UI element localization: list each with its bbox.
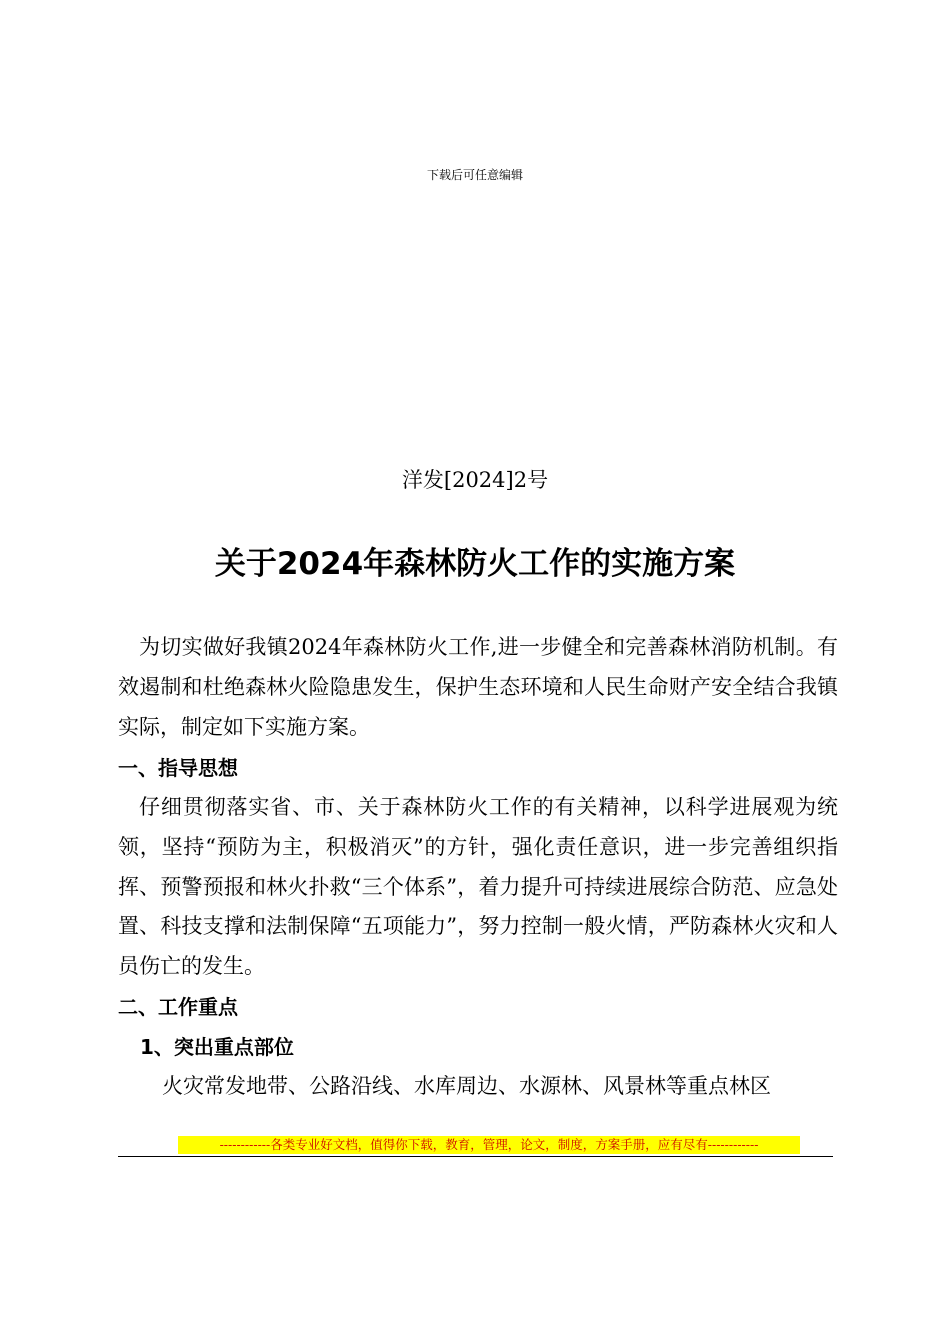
subsection-heading-key-areas: 1、突出重点部位 — [140, 1035, 294, 1059]
intro-section — [118, 628, 838, 747]
document-number: 洋发[2024]2号 — [401, 468, 549, 492]
document-title: 关于2024年森林防火工作的实施方案 — [214, 546, 736, 582]
intro-paragraph: 为切实做好我镇2024年森林防火工作,进一步健全和完善森林消防机制。有效遏制和杜绝森林火险隐患发生，保护生态环境和人民生命财产安全结合我镇实际，制定如下实施方案。 — [118, 635, 838, 739]
section-paragraph: 仔细贯彻落实省、市、关于森林防火工作的有关精神，以科学进展观为统领，坚持“预防为主，积极消灭”的方针，强化责任意识，进一步完善组织指挥、预警预报和林火扑救“三个体系”，着力提升可持续进展综合防范、应急处置、科技支撑和法制保障“五项能力”，努力控制一般火情，严防森林火灾和人员伤亡的发生。 — [118, 795, 838, 979]
section-guiding-ideology — [118, 788, 838, 987]
section-heading-work-focus: 二、工作重点 — [118, 995, 238, 1019]
footer-banner: ------------各类专业好文档，值得你下载，教育，管理，论文，制度，方案手册，应有尽有------------ — [178, 1136, 800, 1154]
footer-divider — [118, 1156, 833, 1157]
header-note: 下载后可任意编辑 — [426, 168, 523, 182]
subsection-paragraph: 火灾常发地带、公路沿线、水库周边、水源林、风景林等重点林区 — [162, 1074, 771, 1098]
section-heading-guiding-ideology: 一、指导思想 — [118, 756, 238, 780]
subsection-key-areas — [118, 1067, 838, 1107]
